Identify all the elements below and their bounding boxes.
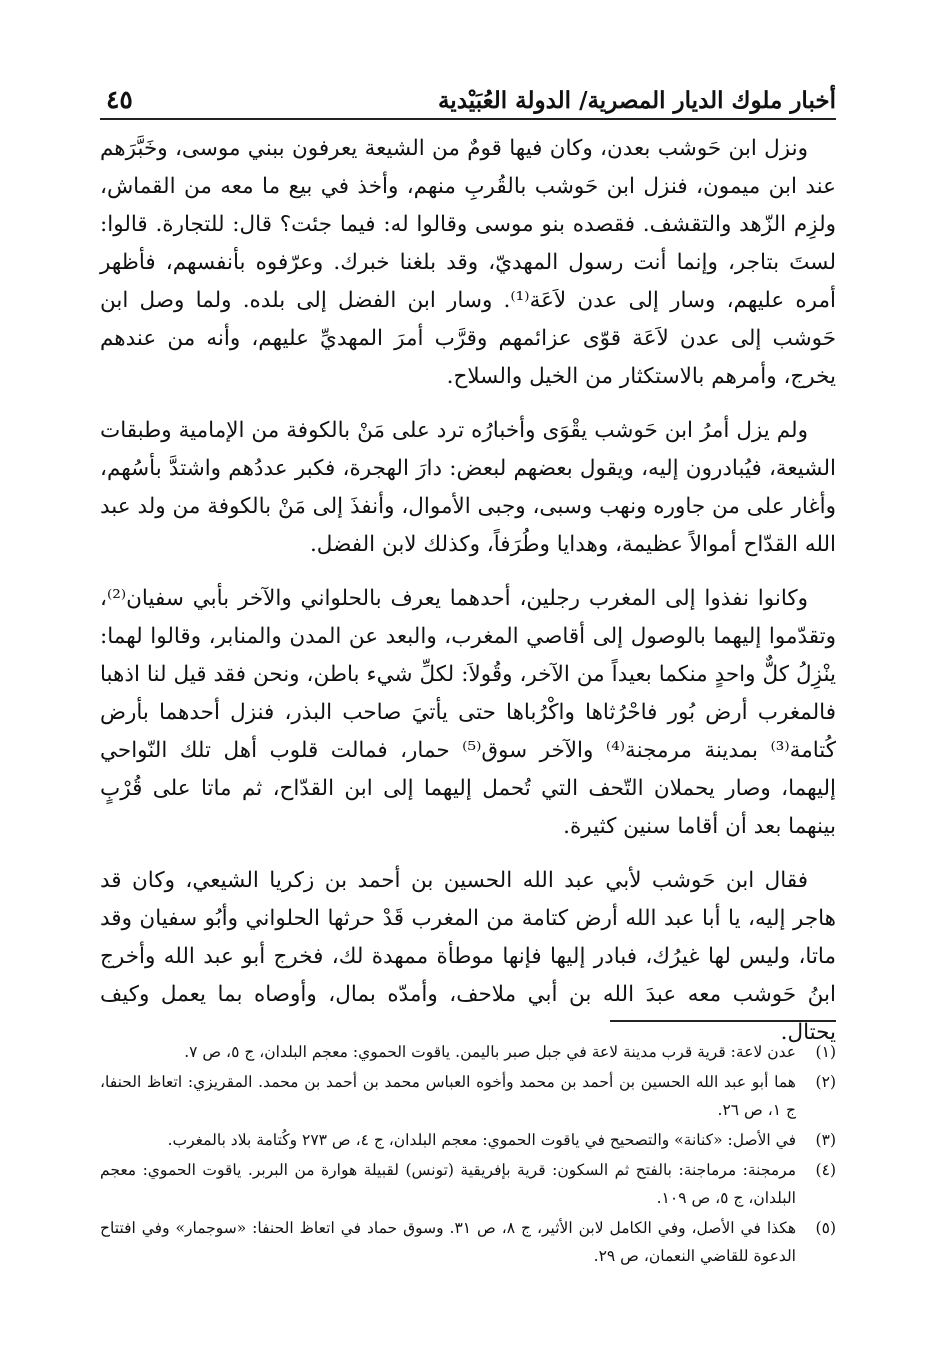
footnote-number: (١) [815,1043,836,1061]
footnote-text: عدن لاعة: قرية قرب مدينة لاعة في جبل صبر باليمن. ياقوت الحموي: معجم البلدان، ج ٥، ص ٧. [184,1043,796,1061]
footnote-number: (٤) [815,1161,836,1179]
footnote-text: هكذا في الأصل، وفي الكامل لابن الأثير، ج ٨، ص ٣١. وسوق حماد في اتعاظ الحنفا: «سوجمار» وفي افتتاح الدعوة للقاضي النعمان، ص ٢٩. [100,1219,796,1265]
footnote-text: هما أبو عبد الله الحسين بن أحمد بن محمد وأخوه العباس محمد بن أحمد بن محمد. المقريزي: اتعاظ الحنفا، ج ١، ص ٢٦. [100,1073,796,1119]
footnotes [100,1038,836,1272]
footnote-text: في الأصل: «كنانة» والتصحيح في ياقوت الحموي: معجم البلدان، ج ٤، ص ٢٧٣ وكُتامة بلاد بالمغرب. [167,1131,796,1149]
page-number: ٤٥ [106,85,133,114]
footnote [100,1068,836,1124]
footnote-number: (٥) [815,1219,836,1237]
footnote-number: (٢) [815,1073,836,1091]
footnote-number: (٣) [815,1131,836,1149]
footnote [100,1214,836,1270]
paragraph: ونزل ابن حَوشب بعدن، وكان فيها قومٌ من الشيعة يعرفون ببني موسى، وخَبَّرَهم عند ابن ميمون، فنزل ابن حَوشب بالقُربِ منهم، وأخذ في بيع ما معه من القماش، ولزِم الزّهد والتقشف. فقصده بنو موسى وقالوا له: فيما جئت؟ قال: للتجارة. قالوا: لستَ بتاجر، وإنما أنت رسول المهديّ، وقد بلغنا خبرك. وعرّفوه بأنفسهم، فأظهر أمره عليهم، وسار إلى عدن لاَعَة⁽¹⁾. وسار ابن الفضل إلى بلده. ولما وصل ابن حَوشب إلى عدن لاَعَة قوّى عزائمهم وقرَّب أمرَ المهديِّ عليهم، وأنه من عندهم يخرج، وأمرهم بالاستكثار من الخيل والسلاح. [100,136,837,389]
footnote-text: مرمجنة: مرماجنة: بالفتح ثم السكون: قرية بإفريقية (تونس) لقبيلة هوارة من البربر. ياقوت الحموي: معجم البلدان، ج ٥، ص ١٠٩. [100,1161,796,1207]
running-title: أخبار ملوك الديار المصرية/ الدولة العُبَيْدية [437,87,836,114]
footnote-separator [610,1020,836,1022]
page-header [100,74,836,120]
paragraph: فقال ابن حَوشب لأبي عبد الله الحسين بن أحمد بن زكريا الشيعي، وكان قد هاجر إليه، يا أبا عبد الله أرض كتامة من المغرب قَدْ حرثها الحلواني وأبُو سفيان وقد ماتا، وليس لها غيرُك، فبادر إليها فإنها موطأة ممهدة لك، فخرج أبو عبد الله وأخرج ابنُ حَوشب معه عبدَ الله بن أبي ملاحف، وأمدّه بمال، وأوصاه بما يعمل وكيف يحتال. [100,868,836,1045]
paragraph: ولم يزل أمرُ ابن حَوشب يقْوَى وأخبارُه ترد على مَنْ بالكوفة من الإمامية وطبقات الشيعة، فيُبادرون إليه، ويقول بعضهم لبعض: دارَ الهجرة، فكبر عددُهم واشتدَّ بأسُهم، وأغار على من جاوره ونهب وسبى، وجبى الأموال، وأنفذَ إلى مَنْ بالكوفة من ولد عبد الله القدّاح أموالاً عظيمة، وهدايا وطُرَفاً، وكذلك لابن الفضل. [100,418,836,557]
footnote [100,1156,836,1212]
main-text [100,130,836,1068]
footnote [100,1126,836,1154]
footnote [100,1038,836,1066]
paragraph: وكانوا نفذوا إلى المغرب رجلين، أحدهما يعرف بالحلواني والآخر بأبي سفيان⁽²⁾، وتقدّموا إليهما بالوصول إلى أقاصي المغرب، والبعد عن المدن والمنابر، وقالوا لهما: ينْزِلُ كلٌّ واحدٍ منكما بعيداً من الآخر، وقُولاَ: لكلِّ شيء باطن، ونحن فقد قيل لنا اذهبا فالمغرب أرض بُور فاحْرُثاها واكْرُباها حتى يأتيَ صاحب البذر، فنزل أحدهما بأرض كُتامة⁽³⁾ بمدينة مرمجنة⁽⁴⁾ والآخر سوق⁽⁵⁾ حمار، فمالت قلوب أهل تلك النّواحي إليهما، وصار يحملان التّحف التي تُحمل إليهما إلى ابن القدّاح، ثم ماتا على قُرْبٍ بينهما بعد أن أقاما سنين كثيرة. [100,586,836,839]
